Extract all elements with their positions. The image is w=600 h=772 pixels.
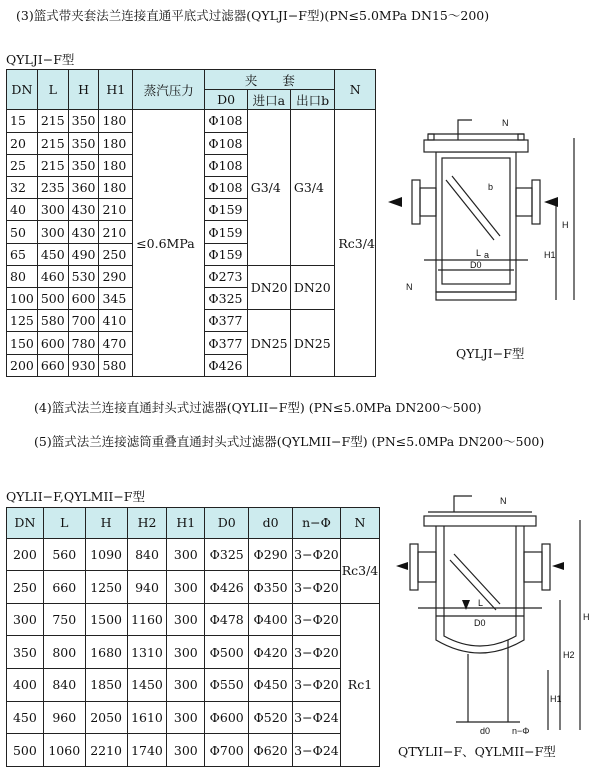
col-d0-small: d0 [249,508,293,539]
table-cell: Rc3/4 [335,110,376,377]
table-cell: 210 [99,199,133,221]
table-cell: 180 [99,132,133,154]
col-n-phi: n−Φ [293,508,341,539]
table-cell: 940 [127,571,167,604]
table-cell: 200 [7,538,44,571]
table-cell: 15 [7,110,38,132]
label-n-top: N [500,496,507,506]
table-row [7,538,380,571]
table-cell: 750 [43,603,85,636]
table-cell: Φ377 [205,332,247,354]
table-cell: 300 [37,199,68,221]
table-cell: 450 [7,701,44,734]
table-cell: 215 [37,154,68,176]
table-cell: 960 [43,701,85,734]
label-h: H [562,220,569,230]
table-cell: 250 [99,243,133,265]
table-cell: Φ108 [205,132,247,154]
table-cell: 580 [37,310,68,332]
table-cell: 1310 [127,636,167,669]
table-row [7,571,380,604]
table-cell: 2210 [85,734,127,767]
table-cell: 450 [37,243,68,265]
col-l: L [43,508,85,539]
table-cell: 345 [99,288,133,310]
figure-caption-qylji: QYLJI−F型 [456,346,525,361]
table-cell: 430 [68,199,99,221]
table-cell: Φ700 [205,734,249,767]
col-n: N [335,70,376,110]
table-cell: 350 [68,110,99,132]
table-cell: 780 [68,332,99,354]
table-cell: 150 [7,332,38,354]
table-cell: DN20 [247,265,290,309]
table-cell: 80 [7,265,38,287]
section3-model-label: QYLJI−F型 [6,52,75,67]
col-l: L [37,70,68,110]
label-d0: D0 [474,618,486,628]
col-d0: D0 [205,508,249,539]
table-cell: Φ450 [249,669,293,702]
col-steam-pressure: 蒸汽压力 [133,70,205,110]
table-cell: 215 [37,110,68,132]
col-h1: H1 [167,508,205,539]
table-cell: Φ159 [205,221,247,243]
table-cell: 1500 [85,603,127,636]
col-outlet-b: 出口b [290,90,335,110]
table-cell: ≤0.6MPa [133,110,205,377]
table-cell: Φ159 [205,243,247,265]
label-h1: H1 [544,250,556,260]
table-cell: 430 [68,221,99,243]
table-qylji [6,69,376,377]
col-n: N [340,508,379,539]
table-cell: 500 [7,734,44,767]
col-h: H [68,70,99,110]
label-h: H [583,612,590,622]
table-cell: 3−Φ24 [293,734,341,767]
table-cell: 3−Φ20 [293,669,341,702]
table-cell: Φ550 [205,669,249,702]
label-d0: D0 [470,260,482,270]
section3-title: (3)篮式带夹套法兰连接直通平底式过滤器(QYLJI−F型)(PN≤5.0MPa DN15～200) [16,8,490,23]
label-l: L [476,248,482,258]
table-cell: DN20 [290,265,335,309]
table-cell: Φ290 [249,538,293,571]
table-cell: Φ325 [205,288,247,310]
col-h1: H1 [99,70,133,110]
table-cell: Φ500 [205,636,249,669]
table-cell: 125 [7,310,38,332]
table-row [7,603,380,636]
table-cell: 300 [167,701,205,734]
table-cell: 300 [37,221,68,243]
table-cell: 3−Φ24 [293,701,341,734]
table-cell: Rc1 [340,603,379,766]
table-cell: 250 [7,571,44,604]
col-d0: D0 [205,90,247,110]
table-cell: 1250 [85,571,127,604]
col-h2: H2 [127,508,167,539]
table-cell: Φ426 [205,354,247,376]
label-n-bottom: N [406,282,413,292]
table-cell: Φ108 [205,154,247,176]
figure-caption-qylii: QTYLII−F、QYLMII−F型 [398,744,556,759]
table-cell: 3−Φ20 [293,636,341,669]
table-cell: 20 [7,132,38,154]
qylji-f-drawing [384,110,596,338]
table-cell: 3−Φ20 [293,538,341,571]
table-cell: 180 [99,154,133,176]
table-cell: 180 [99,110,133,132]
table-cell: 700 [68,310,99,332]
section45-model-label: QYLII−F,QYLMII−F型 [6,489,145,504]
table-cell: 460 [37,265,68,287]
label-d0-small: d0 [480,726,491,736]
table-cell: 200 [7,354,38,376]
table-cell: 65 [7,243,38,265]
table-cell: 300 [167,734,205,767]
table-cell: 350 [7,636,44,669]
table-cell: Φ478 [205,603,249,636]
table-cell: 1680 [85,636,127,669]
col-jacket: 夹 套 [205,70,335,90]
table-cell: 660 [37,354,68,376]
table-row [7,669,380,702]
table-cell: 1060 [43,734,85,767]
table-cell: Φ420 [249,636,293,669]
table-cell: 215 [37,132,68,154]
table-cell: 410 [99,310,133,332]
label-h2: H2 [563,650,575,660]
table-cell: 300 [167,603,205,636]
table-cell: Φ426 [205,571,249,604]
table-cell: 600 [37,332,68,354]
table-cell: 300 [167,669,205,702]
table-cell: 3−Φ20 [293,571,341,604]
table-cell: 560 [43,538,85,571]
table-cell: 300 [167,538,205,571]
table-cell: Φ108 [205,110,247,132]
col-dn: DN [7,508,44,539]
table-cell: 580 [99,354,133,376]
table-cell: 1160 [127,603,167,636]
table-cell: 840 [127,538,167,571]
table-cell: 530 [68,265,99,287]
section5-title: (5)篮式法兰连接滤筒重叠直通封头式过滤器(QYLMII−F型) (PN≤5.0MPa DN200～500) [34,434,545,449]
table-cell: 100 [7,288,38,310]
table-cell: 32 [7,177,38,199]
table-cell: Φ350 [249,571,293,604]
table-cell: 1850 [85,669,127,702]
table-cell: 350 [68,154,99,176]
table-cell: 360 [68,177,99,199]
table-cell: 350 [68,132,99,154]
table-cell: 800 [43,636,85,669]
table-cell: 470 [99,332,133,354]
table-cell: 1740 [127,734,167,767]
label-n-phi: n−Φ [512,726,530,736]
table-cell: 235 [37,177,68,199]
table-cell: Φ620 [249,734,293,767]
table-cell: 300 [167,636,205,669]
col-h: H [85,508,127,539]
qylii-qylmii-drawing [396,490,596,740]
table-cell: DN25 [290,310,335,377]
table-cell: 180 [99,177,133,199]
table-cell: 1090 [85,538,127,571]
label-a: a [484,250,490,260]
table-cell: 2050 [85,701,127,734]
table-cell: Φ108 [205,177,247,199]
table-cell: Φ600 [205,701,249,734]
section4-title: (4)篮式法兰连接直通封头式过滤器(QYLII−F型) (PN≤5.0MPa DN200～500) [34,400,482,415]
table-cell: 300 [167,571,205,604]
table-cell: 600 [68,288,99,310]
table-cell: 300 [7,603,44,636]
table-cell: Φ520 [249,701,293,734]
table-cell: 400 [7,669,44,702]
label-h1: H1 [550,694,562,704]
table-qylii-qylmii [6,507,380,767]
table-cell: 3−Φ20 [293,603,341,636]
table-cell: Φ273 [205,265,247,287]
table-row [7,734,380,767]
table-cell: 1450 [127,669,167,702]
label-l: L [478,598,484,608]
table-row [7,110,376,132]
label-b: b [488,182,494,192]
table-cell: Rc3/4 [340,538,379,603]
table-cell: 500 [37,288,68,310]
table-cell: 840 [43,669,85,702]
col-inlet-a: 进口a [247,90,290,110]
table-row [7,701,380,734]
table-cell: Φ159 [205,199,247,221]
table-cell: Φ377 [205,310,247,332]
table-cell: 50 [7,221,38,243]
table-cell: Φ325 [205,538,249,571]
table-cell: G3/4 [290,110,335,265]
table-cell: 930 [68,354,99,376]
table-cell: DN25 [247,310,290,377]
col-dn: DN [7,70,38,110]
table-cell: 25 [7,154,38,176]
label-n-top: N [502,118,509,128]
table-cell: 290 [99,265,133,287]
table-cell: G3/4 [247,110,290,265]
table-cell: 40 [7,199,38,221]
table-cell: Φ400 [249,603,293,636]
table-cell: 210 [99,221,133,243]
table-cell: 660 [43,571,85,604]
table-row [7,636,380,669]
table-cell: 1610 [127,701,167,734]
table-cell: 490 [68,243,99,265]
